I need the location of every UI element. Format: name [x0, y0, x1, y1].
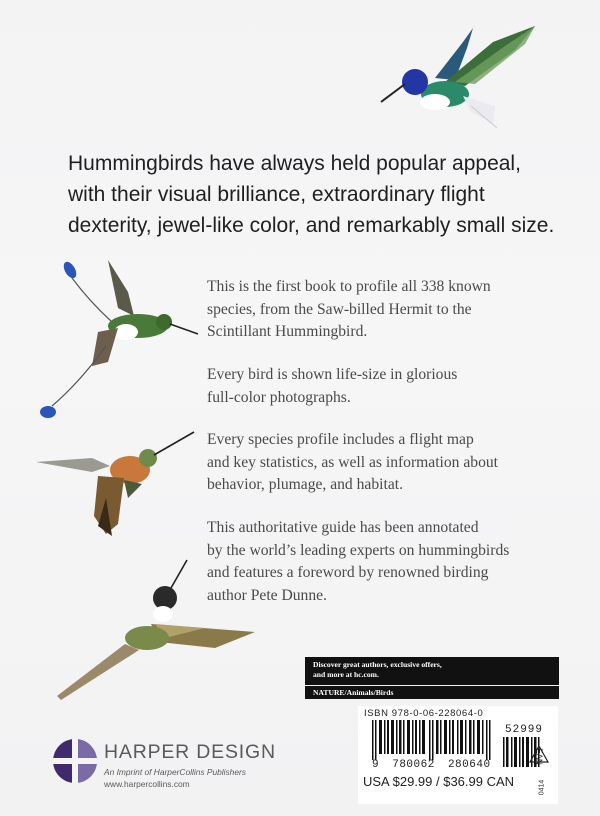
paragraph-line: Every bird is shown life-size in glorious [207, 366, 458, 383]
barcode-addon-number: 52999 [505, 724, 544, 736]
paragraph-line: and key statistics, as well as information about [207, 453, 499, 471]
paragraph-first-book [207, 276, 552, 344]
barcode-digit-group: 780062 [392, 759, 435, 771]
publisher-imprint: An Imprint of HarperCollins Publishers [104, 767, 246, 777]
barcode-digit-group: 280640 [447, 759, 491, 771]
headline [68, 148, 568, 241]
side-code: 0414 [538, 779, 546, 796]
category-banner: NATURE/Animals/Birds [305, 686, 559, 699]
paragraph-line: Every species profile includes a flight map [207, 431, 474, 448]
paragraph-line: Scintillant Hummingbird. [207, 323, 368, 340]
publisher-website[interactable]: www.harpercollins.com [104, 779, 190, 789]
promo-banner [305, 657, 559, 685]
hummingbird-photo-spatuletail [30, 252, 205, 432]
price: USA $29.99 / $36.99 CAN [363, 774, 515, 789]
paragraph-line: author Pete Dunne. [207, 586, 327, 604]
harper-design-logo-icon [52, 738, 98, 784]
paragraph-line: full-color photographs. [207, 388, 351, 406]
barcode-digit-group: 9 [372, 759, 380, 771]
paragraph-line: by the world’s leading experts on hummingbirds [207, 541, 510, 559]
paragraph-species-profile [207, 429, 552, 497]
promo-line: and more at hc.com. [313, 669, 379, 679]
headline-line: Hummingbirds have always held popular appeal, [68, 152, 521, 175]
headline-line: dexterity, jewel-like color, and remarkably small size. [68, 214, 555, 237]
paragraph-line: and features a foreword by renowned birding [207, 564, 489, 581]
paragraph-line: behavior, plumage, and habitat. [207, 476, 403, 493]
hummingbird-photo-hovering [32, 428, 197, 538]
publisher-name: HARPER DESIGN [104, 741, 276, 763]
ean-label: EAN [534, 748, 544, 765]
paragraph-line: This is the first book to profile all 338 known [207, 278, 491, 295]
paragraph-line: species, from the Saw-billed Hermit to the [207, 300, 472, 318]
paragraph-line: This authoritative guide has been annotated [207, 519, 479, 536]
paragraph-authoritative [207, 517, 552, 607]
paragraph-life-size [207, 364, 552, 409]
hummingbird-photo-top [375, 20, 545, 140]
headline-line: with their visual brilliance, extraordinary flight [68, 183, 485, 206]
triangle-icon [528, 744, 550, 764]
barcode-digits [372, 759, 491, 771]
isbn-text: ISBN 978-0-06-228064-0 [364, 708, 484, 719]
barcode-main [372, 720, 496, 760]
promo-line: Discover great authors, exclusive offers, [313, 660, 442, 669]
